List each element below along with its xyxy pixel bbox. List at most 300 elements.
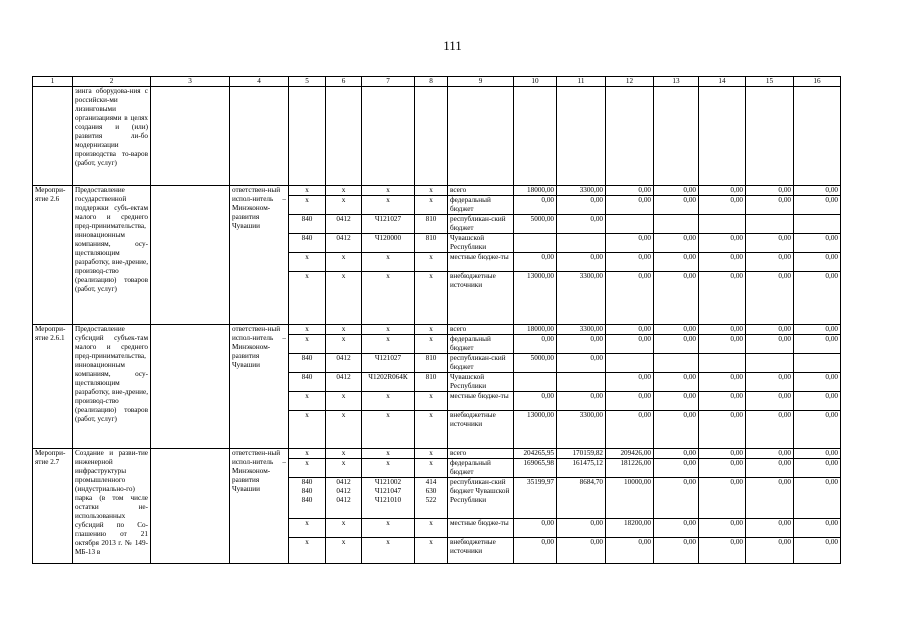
amount-cell: 18000,00	[514, 325, 557, 335]
code-cell	[326, 196, 362, 215]
budget-code: x	[341, 253, 346, 261]
amount-cell: 13000,00	[514, 272, 557, 325]
budget-code: x	[341, 335, 346, 343]
budget-code: 630	[425, 487, 437, 495]
budget-code: Ч121027	[374, 215, 402, 223]
amount-cell: 0,00	[606, 272, 654, 325]
budget-code: 810	[425, 234, 437, 242]
code-cell	[289, 459, 326, 478]
budget-code: 840	[301, 215, 313, 223]
code-cell	[326, 449, 362, 459]
amount-cell: 0,00	[794, 459, 841, 478]
budget-code: x	[386, 186, 390, 194]
header-cell: 13	[654, 77, 699, 87]
amount-cell: 0,00	[606, 538, 654, 564]
code-cell	[415, 411, 448, 449]
amount-cell: 0,00	[557, 335, 606, 354]
code-cell	[326, 354, 362, 373]
amount-cell	[654, 354, 699, 373]
budget-code: x	[341, 449, 346, 457]
amount-cell: 3300,00	[557, 272, 606, 325]
code-cell	[415, 196, 448, 215]
amount-cell	[514, 373, 557, 392]
code-cell	[326, 538, 362, 564]
activity-description: Создание и разви-тие инженерной инфраструктуры промышленного (индустриально-го) парка (в том числе остатки не-использованных субсидий по Со-глашению от 21 октября 2013 г. № 149-МБ-13 в	[73, 449, 151, 564]
code-cell	[415, 215, 448, 234]
amount-cell: 0,00	[606, 411, 654, 449]
amount-cell: 0,00	[794, 449, 841, 459]
amount-cell	[699, 354, 746, 373]
code-cell	[289, 519, 326, 538]
budget-code: 840	[301, 487, 313, 495]
funding-source: республикан-ский бюджет	[448, 215, 514, 234]
code-cell	[362, 186, 415, 196]
amount-cell	[514, 234, 557, 253]
budget-code: 840	[301, 234, 313, 242]
funding-source: Чувашской Республики	[448, 373, 514, 392]
code-cell	[326, 234, 362, 253]
funding-source: всего	[448, 325, 514, 335]
amount-cell: 0,00	[699, 272, 746, 325]
amount-cell: 0,00	[699, 196, 746, 215]
budget-code: x	[305, 459, 309, 467]
amount-cell: 0,00	[557, 519, 606, 538]
funding-source: всего	[448, 449, 514, 459]
budget-code: 0412	[336, 496, 351, 504]
amount-cell	[794, 354, 841, 373]
amount-cell: 170159,82	[557, 449, 606, 459]
amount-cell: 0,00	[606, 392, 654, 411]
amount-cell: 0,00	[746, 186, 794, 196]
amount-cell: 0,00	[557, 215, 606, 234]
budget-code: x	[341, 411, 346, 419]
code-cell	[362, 196, 415, 215]
amount-cell: 5000,00	[514, 215, 557, 234]
amount-cell	[746, 215, 794, 234]
budget-code: x	[429, 459, 433, 467]
code-cell	[289, 392, 326, 411]
funding-source: федеральный бюджет	[448, 459, 514, 478]
budget-code: x	[341, 459, 346, 467]
code-cell	[289, 186, 326, 196]
code-cell	[326, 335, 362, 354]
code-cell	[362, 392, 415, 411]
code-cell	[362, 519, 415, 538]
code-cell	[289, 234, 326, 253]
amount-cell: 0,00	[654, 234, 699, 253]
amount-cell: 0,00	[794, 272, 841, 325]
amount-cell: 0,00	[557, 354, 606, 373]
amount-cell: 0,00	[794, 186, 841, 196]
amount-cell: 0,00	[654, 196, 699, 215]
amount-cell: 18000,00	[514, 186, 557, 196]
amount-cell: 0,00	[514, 196, 557, 215]
code-cell	[326, 325, 362, 335]
budget-code: x	[429, 196, 433, 204]
budget-code: x	[386, 459, 390, 467]
budget-code: x	[386, 196, 390, 204]
budget-code: x	[305, 538, 309, 546]
budget-code: 840	[301, 478, 313, 486]
header-cell: 1	[33, 77, 73, 87]
amount-cell	[746, 354, 794, 373]
budget-code: x	[341, 325, 346, 333]
header-cell: 4	[230, 77, 289, 87]
code-cell	[326, 253, 362, 272]
budget-code: 0412	[336, 354, 351, 362]
header-cell: 7	[362, 77, 415, 87]
code-cell	[415, 354, 448, 373]
amount-cell	[699, 215, 746, 234]
participant-cell	[151, 325, 230, 449]
code-cell	[289, 335, 326, 354]
amount-cell: 0,00	[699, 519, 746, 538]
budget-code: x	[341, 272, 346, 280]
code-cell	[415, 272, 448, 325]
funding-source: федеральный бюджет	[448, 196, 514, 215]
code-cell	[289, 478, 326, 519]
funding-source: местные бюдже-ты	[448, 519, 514, 538]
amount-cell	[654, 215, 699, 234]
table-row	[33, 449, 841, 459]
budget-code: 840	[301, 354, 313, 362]
budget-code: Ч121002	[374, 478, 402, 486]
code-cell	[289, 325, 326, 335]
budget-code: 810	[425, 354, 437, 362]
code-cell	[289, 354, 326, 373]
amount-cell: 0,00	[654, 478, 699, 519]
amount-cell: 0,00	[746, 411, 794, 449]
header-cell: 12	[606, 77, 654, 87]
amount-cell: 3300,00	[557, 186, 606, 196]
code-cell	[326, 478, 362, 519]
header-cell: 5	[289, 77, 326, 87]
amount-cell: 0,00	[699, 234, 746, 253]
amount-cell: 0,00	[654, 325, 699, 335]
amount-cell: 0,00	[699, 459, 746, 478]
amount-cell: 0,00	[606, 186, 654, 196]
amount-cell: 161475,12	[557, 459, 606, 478]
budget-code: 840	[301, 373, 313, 381]
budget-code: x	[386, 519, 390, 527]
code-cell	[362, 215, 415, 234]
code-cell	[362, 354, 415, 373]
budget-code: 414	[425, 478, 437, 486]
code-cell	[415, 538, 448, 564]
budget-code: x	[386, 538, 390, 546]
code-cell	[415, 253, 448, 272]
budget-table	[32, 76, 841, 564]
code-cell	[326, 411, 362, 449]
budget-code: x	[305, 186, 309, 194]
budget-code: 810	[425, 373, 437, 381]
amount-cell	[557, 234, 606, 253]
amount-cell: 0,00	[514, 519, 557, 538]
code-cell	[326, 215, 362, 234]
amount-cell: 3300,00	[557, 411, 606, 449]
amount-cell: 0,00	[794, 196, 841, 215]
amount-cell: 0,00	[699, 325, 746, 335]
budget-code: x	[429, 325, 433, 333]
amount-cell: 0,00	[746, 519, 794, 538]
budget-code: x	[386, 392, 390, 400]
amount-cell: 0,00	[794, 234, 841, 253]
responsible-executor: ответствен-ный испол-нитель – Минэконом-развития Чувашии	[230, 186, 289, 325]
funding-source: федеральный бюджет	[448, 335, 514, 354]
amount-cell: 0,00	[699, 373, 746, 392]
amount-cell: 10000,00	[606, 478, 654, 519]
budget-code: 522	[425, 496, 437, 504]
continuation-description: зинга оборудова-ния с российски-ми лизинговыми организациями в целях создания и (или) развития ли-бо модернизации производства то-варов (работ, услуг)	[73, 87, 151, 186]
code-cell	[289, 538, 326, 564]
budget-code: x	[305, 196, 309, 204]
code-cell	[289, 449, 326, 459]
amount-cell: 0,00	[746, 335, 794, 354]
amount-cell: 0,00	[514, 253, 557, 272]
amount-cell: 0,00	[746, 478, 794, 519]
header-cell: 9	[448, 77, 514, 87]
code-cell	[289, 253, 326, 272]
header-cell: 15	[746, 77, 794, 87]
budget-code: Ч1202R064К	[368, 373, 408, 381]
amount-cell: 0,00	[654, 392, 699, 411]
amount-cell: 0,00	[699, 335, 746, 354]
code-cell	[415, 459, 448, 478]
code-cell	[415, 392, 448, 411]
budget-code: 810	[425, 215, 437, 223]
amount-cell: 0,00	[794, 411, 841, 449]
budget-code: x	[386, 449, 390, 457]
amount-cell: 0,00	[557, 253, 606, 272]
funding-source: внебюджетные источники	[448, 538, 514, 564]
participant-cell	[151, 449, 230, 564]
budget-code: x	[305, 392, 309, 400]
responsible-executor: ответствен-ный испол-нитель – Минэконом-развития Чувашии	[230, 325, 289, 449]
code-cell	[289, 196, 326, 215]
code-cell	[415, 519, 448, 538]
budget-code: x	[341, 519, 346, 527]
code-cell	[326, 459, 362, 478]
amount-cell: 0,00	[557, 196, 606, 215]
code-cell	[362, 478, 415, 519]
budget-code: x	[341, 392, 346, 400]
amount-cell: 209426,00	[606, 449, 654, 459]
budget-code: x	[429, 449, 433, 457]
amount-cell: 0,00	[746, 373, 794, 392]
header-cell: 3	[151, 77, 230, 87]
amount-cell: 0,00	[746, 253, 794, 272]
amount-cell: 0,00	[794, 392, 841, 411]
amount-cell: 8684,70	[557, 478, 606, 519]
amount-cell: 0,00	[654, 519, 699, 538]
amount-cell	[794, 215, 841, 234]
header-cell: 2	[73, 77, 151, 87]
amount-cell: 0,00	[654, 459, 699, 478]
header-cell: 11	[557, 77, 606, 87]
page-number: 111	[443, 38, 462, 53]
code-cell	[415, 186, 448, 196]
funding-source: республикан-ский бюджет	[448, 354, 514, 373]
participant-cell	[151, 186, 230, 325]
budget-code: x	[429, 519, 433, 527]
amount-cell: 0,00	[794, 335, 841, 354]
code-cell	[415, 234, 448, 253]
budget-code: Ч121027	[374, 354, 402, 362]
continuation-row	[33, 87, 841, 186]
budget-code: 0412	[336, 373, 351, 381]
budget-code: Ч120000	[374, 234, 402, 242]
budget-code: x	[429, 186, 433, 194]
amount-cell: 0,00	[699, 449, 746, 459]
budget-code: Ч121010	[374, 496, 402, 504]
amount-cell: 0,00	[699, 411, 746, 449]
amount-cell: 0,00	[606, 325, 654, 335]
amount-cell: 0,00	[606, 253, 654, 272]
code-cell	[415, 373, 448, 392]
budget-code: Ч121047	[374, 487, 402, 495]
budget-code: x	[429, 253, 433, 261]
amount-cell: 0,00	[746, 234, 794, 253]
budget-code: x	[305, 325, 309, 333]
budget-code: x	[341, 196, 346, 204]
code-cell	[362, 449, 415, 459]
code-cell	[362, 411, 415, 449]
budget-code: x	[429, 538, 433, 546]
funding-source: местные бюдже-ты	[448, 253, 514, 272]
amount-cell: 0,00	[606, 373, 654, 392]
code-cell	[362, 253, 415, 272]
budget-code: x	[305, 272, 309, 280]
budget-code: x	[429, 335, 433, 343]
amount-cell: 0,00	[746, 538, 794, 564]
amount-cell: 0,00	[794, 325, 841, 335]
code-cell	[289, 411, 326, 449]
budget-code: x	[386, 411, 390, 419]
code-cell	[326, 373, 362, 392]
budget-code: 0412	[336, 478, 351, 486]
budget-code: 0412	[336, 487, 351, 495]
code-cell	[362, 373, 415, 392]
code-cell	[415, 325, 448, 335]
code-cell	[362, 335, 415, 354]
header-row	[33, 77, 841, 87]
amount-cell: 0,00	[654, 411, 699, 449]
amount-cell: 0,00	[699, 392, 746, 411]
amount-cell: 0,00	[746, 459, 794, 478]
budget-code: x	[341, 538, 346, 546]
code-cell	[362, 538, 415, 564]
amount-cell: 13000,00	[514, 411, 557, 449]
amount-cell: 181226,00	[606, 459, 654, 478]
amount-cell: 5000,00	[514, 354, 557, 373]
amount-cell	[606, 354, 654, 373]
amount-cell: 0,00	[699, 253, 746, 272]
code-cell	[289, 373, 326, 392]
amount-cell: 0,00	[557, 392, 606, 411]
budget-code: x	[305, 519, 309, 527]
table-row	[33, 186, 841, 196]
amount-cell: 0,00	[514, 392, 557, 411]
funding-source: местные бюдже-ты	[448, 392, 514, 411]
amount-cell: 0,00	[699, 186, 746, 196]
budget-code: x	[429, 392, 433, 400]
budget-code: 0412	[336, 215, 351, 223]
amount-cell: 0,00	[654, 538, 699, 564]
budget-code: x	[305, 411, 309, 419]
amount-cell: 0,00	[654, 253, 699, 272]
amount-cell: 204265,95	[514, 449, 557, 459]
activity-description: Предоставление субсидий субъек-там малого и среднего пред-принимательства, инновационным компаниям, осу-ществляющим разработку, вне-дрение, производ-ство (реализацию) товаров (работ, услуг)	[73, 325, 151, 449]
amount-cell: 18200,00	[606, 519, 654, 538]
amount-cell: 0,00	[746, 196, 794, 215]
code-cell	[362, 234, 415, 253]
code-cell	[415, 449, 448, 459]
activity-description: Предоставление государственной поддержки субъ-ектам малого и среднего пред-принимательства, инновационным компаниям, осу-ществляющим разработку, вне-дрение, производ-ство (реализацию) товаров (работ, услуг)	[73, 186, 151, 325]
amount-cell: 0,00	[654, 186, 699, 196]
amount-cell: 0,00	[514, 538, 557, 564]
amount-cell: 0,00	[654, 335, 699, 354]
budget-code: 840	[301, 496, 313, 504]
budget-code: x	[305, 253, 309, 261]
code-cell	[326, 186, 362, 196]
budget-code: x	[305, 449, 309, 457]
code-cell	[362, 272, 415, 325]
code-cell	[415, 335, 448, 354]
code-cell	[289, 215, 326, 234]
header-cell: 16	[794, 77, 841, 87]
budget-code: x	[429, 272, 433, 280]
amount-cell: 0,00	[606, 335, 654, 354]
amount-cell: 0,00	[746, 272, 794, 325]
budget-code: x	[386, 272, 390, 280]
funding-source: всего	[448, 186, 514, 196]
budget-code: x	[305, 335, 309, 343]
budget-code: x	[386, 335, 390, 343]
funding-source: республикан-ский бюджет Чувашской Республики	[448, 478, 514, 519]
responsible-executor: ответствен-ный испол-нитель – Минэконом-развития Чувашии	[230, 449, 289, 564]
amount-cell: 0,00	[794, 253, 841, 272]
amount-cell: 0,00	[794, 519, 841, 538]
code-cell	[362, 459, 415, 478]
amount-cell: 0,00	[794, 478, 841, 519]
amount-cell: 0,00	[654, 272, 699, 325]
funding-source: Чувашской Республики	[448, 234, 514, 253]
amount-cell: 0,00	[746, 449, 794, 459]
amount-cell: 35199,97	[514, 478, 557, 519]
code-cell	[326, 519, 362, 538]
amount-cell: 0,00	[606, 196, 654, 215]
code-cell	[289, 272, 326, 325]
amount-cell: 0,00	[794, 373, 841, 392]
funding-source: внебюджетные источники	[448, 411, 514, 449]
amount-cell: 0,00	[746, 325, 794, 335]
header-cell: 8	[415, 77, 448, 87]
code-cell	[326, 272, 362, 325]
amount-cell	[606, 215, 654, 234]
amount-cell: 0,00	[699, 538, 746, 564]
amount-cell	[557, 373, 606, 392]
amount-cell: 169065,98	[514, 459, 557, 478]
activity-id: Меропри-ятие 2.6.1	[33, 325, 73, 449]
amount-cell: 0,00	[654, 373, 699, 392]
header-cell: 6	[326, 77, 362, 87]
budget-code: x	[386, 253, 390, 261]
amount-cell: 0,00	[606, 234, 654, 253]
table-row	[33, 325, 841, 335]
activity-id: Меропри-ятие 2.6	[33, 186, 73, 325]
budget-code: x	[386, 325, 390, 333]
amount-cell: 0,00	[654, 449, 699, 459]
